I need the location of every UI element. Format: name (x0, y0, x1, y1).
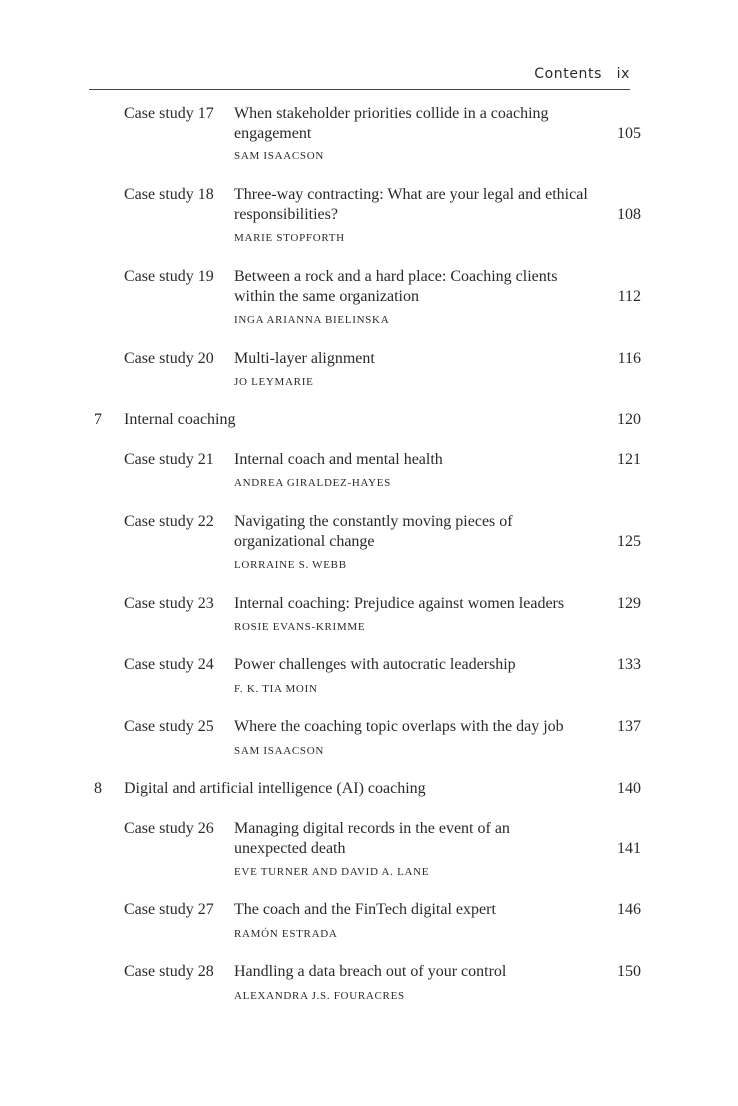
case-study-author: RAMÓN ESTRADA (234, 928, 338, 940)
page-number: 105 (617, 125, 641, 142)
case-study-title: When stakeholder priorities collide in a coaching engagement (234, 105, 549, 142)
case-study-title: Managing digital records in the event of an unexpected death (234, 820, 510, 857)
case-study-label: Case study 26 (124, 820, 214, 837)
case-study-label: Case study 24 (124, 656, 214, 673)
running-head (89, 64, 630, 90)
case-study-label: Case study 28 (124, 963, 214, 980)
case-study-title: Multi-layer alignment (234, 350, 375, 367)
chapter-number: 8 (94, 780, 102, 797)
case-study-author: ANDREA GIRALDEZ-HAYES (234, 477, 391, 489)
page-number: 146 (617, 901, 641, 918)
page-number: 133 (617, 656, 641, 673)
page-number: 150 (617, 963, 641, 980)
page-number: 125 (617, 533, 641, 550)
case-study-author: MARIE STOPFORTH (234, 232, 345, 244)
case-study-author: ALEXANDRA J.S. FOURACRES (234, 990, 405, 1002)
page-number: 121 (617, 451, 641, 468)
case-study-author: JO LEYMARIE (234, 376, 314, 388)
page-number: 140 (617, 780, 641, 797)
case-study-label: Case study 20 (124, 350, 214, 367)
chapter-number: 7 (94, 411, 102, 428)
case-study-label: Case study 23 (124, 595, 214, 612)
case-study-title: Between a rock and a hard place: Coaching clients within the same organization (234, 268, 558, 305)
case-study-label: Case study 17 (124, 105, 214, 122)
case-study-label: Case study 27 (124, 901, 214, 918)
running-head-title: Contents (534, 66, 602, 82)
case-study-author: SAM ISAACSON (234, 150, 325, 162)
case-study-title: The coach and the FinTech digital expert (234, 901, 496, 918)
case-study-title: Power challenges with autocratic leadership (234, 656, 516, 673)
case-study-title: Handling a data breach out of your control (234, 963, 507, 980)
page-number: 116 (617, 350, 641, 367)
page-number: 108 (617, 206, 641, 223)
page-number: 112 (617, 288, 641, 305)
page-number: 129 (617, 595, 641, 612)
case-study-author: ROSIE EVANS-KRIMME (234, 621, 366, 633)
case-study-title: Three-way contracting: What are your legal and ethical responsibilities? (234, 186, 588, 223)
chapter-title: Internal coaching (124, 411, 236, 428)
case-study-label: Case study 19 (124, 268, 214, 285)
case-study-label: Case study 21 (124, 451, 214, 468)
case-study-title: Where the coaching topic overlaps with the day job (234, 718, 564, 735)
running-head-page-number: ix (616, 66, 630, 82)
case-study-author: SAM ISAACSON (234, 745, 325, 757)
page-number: 141 (617, 840, 641, 857)
page-number: 137 (617, 718, 641, 735)
case-study-author: INGA ARIANNA BIELINSKA (234, 314, 390, 326)
case-study-title: Internal coaching: Prejudice against women leaders (234, 595, 565, 612)
page-number: 120 (617, 411, 641, 428)
case-study-author: F. K. TIA MOIN (234, 683, 318, 695)
case-study-label: Case study 25 (124, 718, 214, 735)
case-study-title: Navigating the constantly moving pieces of organizational change (234, 513, 513, 550)
case-study-title: Internal coach and mental health (234, 451, 443, 468)
case-study-label: Case study 18 (124, 186, 214, 203)
case-study-author: LORRAINE S. WEBB (234, 559, 347, 571)
chapter-title: Digital and artificial intelligence (AI) coaching (124, 780, 426, 797)
case-study-label: Case study 22 (124, 513, 214, 530)
case-study-author: EVE TURNER AND DAVID A. LANE (234, 866, 430, 878)
